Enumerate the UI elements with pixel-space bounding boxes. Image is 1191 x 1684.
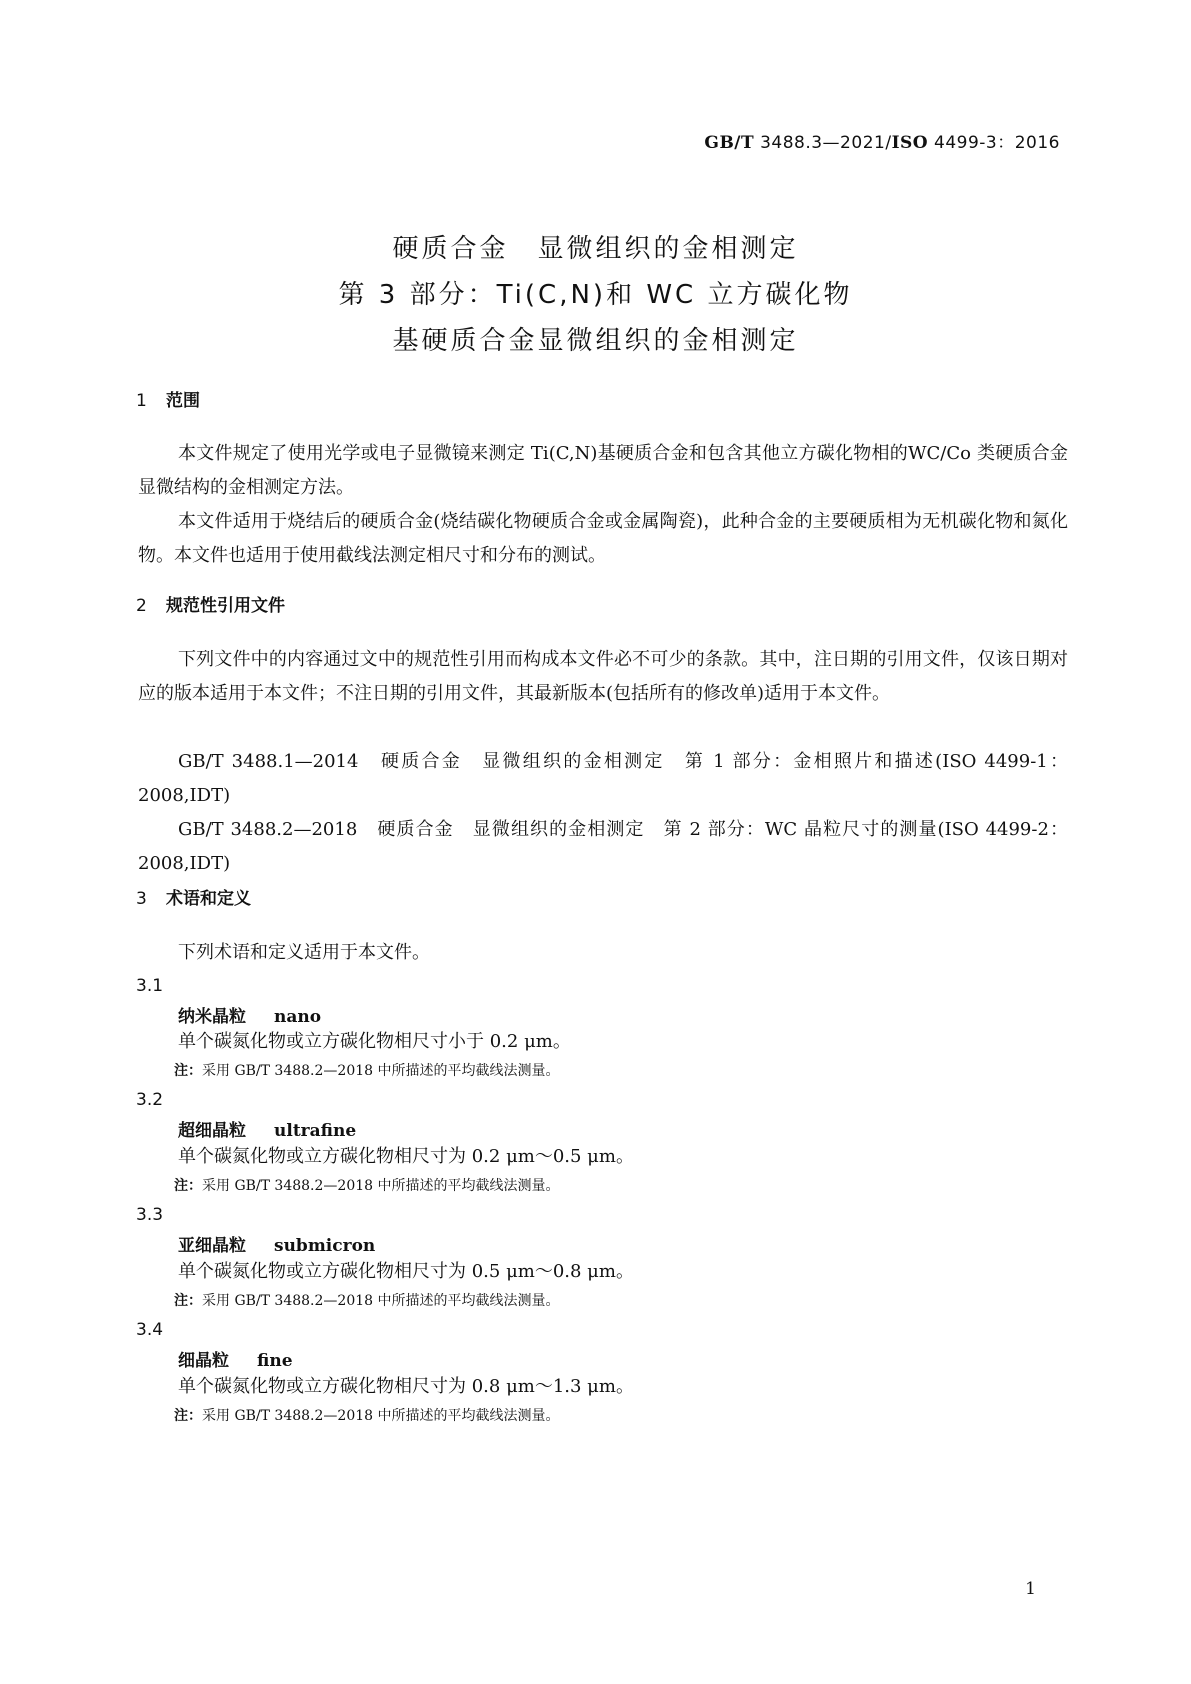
section-heading-scope: 1 范围 bbox=[136, 391, 200, 411]
term-name: 纳米晶粒 nano bbox=[178, 1007, 322, 1027]
term-definition: 单个碳氮化物或立方碳化物相尺寸为 0.2 μm～0.5 μm。 bbox=[178, 1146, 634, 1167]
standard-code: GB/T 3488.3—2021/ISO 4499-3：2016 bbox=[704, 133, 1060, 153]
term-number: 3.1 bbox=[136, 976, 164, 996]
term-definition: 单个碳氮化物或立方碳化物相尺寸小于 0.2 μm。 bbox=[178, 1031, 571, 1052]
term-name: 细晶粒 fine bbox=[178, 1351, 293, 1371]
term-number: 3.4 bbox=[136, 1320, 164, 1340]
title-line-3: 基硬质合金显微组织的金相测定 bbox=[392, 326, 799, 356]
term-number: 3.2 bbox=[136, 1090, 164, 1110]
page-number: 1 bbox=[1025, 1579, 1036, 1599]
scope-paragraph-2: 本文件适用于烧结后的硬质合金(烧结碳化物硬质合金或金属陶瓷)，此种合金的主要硬质相为无机碳化物和氮化物。本文件也适用于使用截线法测定相尺寸和分布的测试。 bbox=[138, 511, 1068, 566]
title-line-2: 第 3 部分：Ti(C,N)和 WC 立方碳化物 bbox=[338, 280, 853, 310]
term-note: 注：采用 GB/T 3488.2—2018 中所描述的平均截线法测量。 bbox=[174, 1293, 560, 1309]
reference-1: GB/T 3488.1—2014 硬质合金 显微组织的金相测定 第 1 部分：金相照片和描述(ISO 4499-1：2008,IDT) bbox=[138, 751, 1068, 806]
section-heading-terms: 3 术语和定义 bbox=[136, 889, 251, 909]
title-line-1: 硬质合金 显微组织的金相测定 bbox=[392, 234, 799, 264]
term-name: 超细晶粒 ultrafine bbox=[178, 1121, 357, 1141]
section-heading-normative-references: 2 规范性引用文件 bbox=[136, 596, 285, 616]
term-note: 注：采用 GB/T 3488.2—2018 中所描述的平均截线法测量。 bbox=[174, 1178, 560, 1194]
reference-2: GB/T 3488.2—2018 硬质合金 显微组织的金相测定 第 2 部分：WC 晶粒尺寸的测量(ISO 4499-2：2008,IDT) bbox=[138, 819, 1068, 874]
term-definition: 单个碳氮化物或立方碳化物相尺寸为 0.8 μm～1.3 μm。 bbox=[178, 1376, 634, 1397]
normative-paragraph: 下列文件中的内容通过文中的规范性引用而构成本文件必不可少的条款。其中，注日期的引用文件，仅该日期对应的版本适用于本文件；不注日期的引用文件，其最新版本(包括所有的修改单)适用于本文件。 bbox=[138, 649, 1068, 704]
term-note: 注：采用 GB/T 3488.2—2018 中所描述的平均截线法测量。 bbox=[174, 1408, 560, 1424]
scope-paragraph-1: 本文件规定了使用光学或电子显微镜来测定 Ti(C,N)基硬质合金和包含其他立方碳化物相的WC/Co 类硬质合金显微结构的金相测定方法。 bbox=[138, 443, 1068, 498]
term-note: 注：采用 GB/T 3488.2—2018 中所描述的平均截线法测量。 bbox=[174, 1063, 560, 1079]
term-definition: 单个碳氮化物或立方碳化物相尺寸为 0.5 μm～0.8 μm。 bbox=[178, 1261, 634, 1282]
terms-intro: 下列术语和定义适用于本文件。 bbox=[178, 942, 430, 963]
term-number: 3.3 bbox=[136, 1205, 164, 1225]
term-name: 亚细晶粒 submicron bbox=[178, 1236, 376, 1256]
